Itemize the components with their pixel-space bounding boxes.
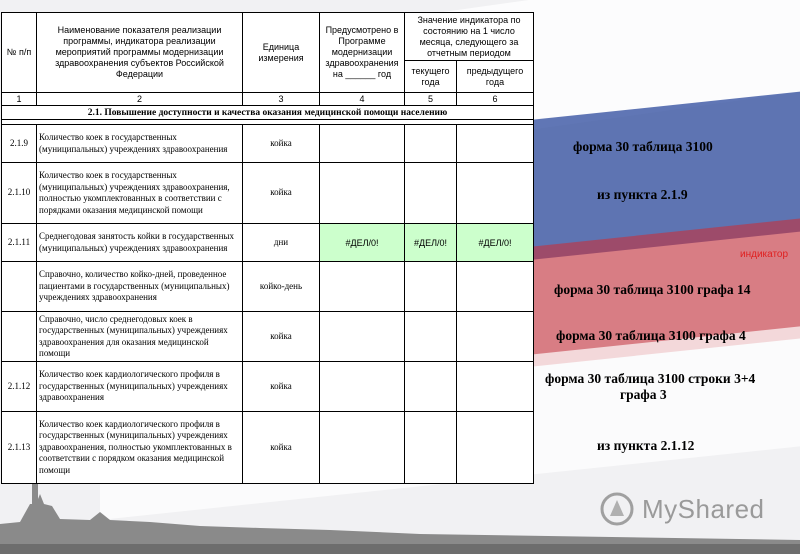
note-average-beds: форма 30 таблица 3100 графа 4: [556, 328, 746, 343]
row-planned-value[interactable]: [320, 312, 405, 362]
table-row: [2, 125, 534, 163]
row-indicator-name: Количество коек в государственных (муниципальных) учреждениях здравоохранения, полностью укомплектованных в соответствии с порядками оказания медицинской помощи: [37, 163, 243, 224]
col-number: 4: [320, 93, 405, 106]
row-unit: койка: [243, 362, 320, 412]
row-unit: койка: [243, 125, 320, 163]
row-number: 2.1.12: [2, 362, 37, 412]
row-unit: койка: [243, 412, 320, 484]
header-row: [2, 13, 534, 61]
header-indicator-value: Значение индикатора по состоянию на 1 число месяца, следующего за отчетным периодом: [405, 13, 534, 61]
row-indicator-name: Справочно, число среднегодовых коек в государственных (муниципальных) учреждениях здравоохранения для оказания медицинской помощи: [37, 312, 243, 362]
row-current-value[interactable]: [405, 262, 457, 312]
row-number: [2, 312, 37, 362]
table-row: [2, 224, 534, 262]
header-planned: Предусмотрено в Программе модернизации здравоохранения на ______ год: [320, 13, 405, 93]
row-current-value[interactable]: [405, 362, 457, 412]
row-previous-value[interactable]: [457, 262, 534, 312]
note-row-2-1-13: из пункта 2.1.12: [597, 438, 695, 453]
row-previous-value[interactable]: [457, 163, 534, 224]
note-row-2-1-9: форма 30 таблица 3100: [573, 139, 713, 154]
row-planned-value[interactable]: [320, 262, 405, 312]
table-row: [2, 163, 534, 224]
row-indicator-name: Количество коек в государственных (муниципальных) учреждениях здравоохранения: [37, 125, 243, 163]
header-unit: Единица измерения: [243, 13, 320, 93]
row-number: 2.1.10: [2, 163, 37, 224]
note-bed-days: форма 30 таблица 3100 графа 14: [554, 282, 751, 297]
row-previous-value[interactable]: [457, 362, 534, 412]
row-current-value[interactable]: [405, 312, 457, 362]
column-number-row: [2, 93, 534, 106]
logo-text: MyShared: [642, 494, 765, 524]
row-number: 2.1.9: [2, 125, 37, 163]
row-previous-value[interactable]: [457, 125, 534, 163]
note-row-2-1-10: из пункта 2.1.9: [597, 187, 688, 202]
row-previous-value[interactable]: [457, 312, 534, 362]
row-planned-value[interactable]: [320, 125, 405, 163]
table-row: [2, 262, 534, 312]
row-indicator-name: Количество коек кардиологического профиля в государственных (муниципальных) учреждениях здравоохранения: [37, 362, 243, 412]
row-previous-value[interactable]: [457, 412, 534, 484]
row-number: [2, 262, 37, 312]
row-unit: дни: [243, 224, 320, 262]
indicator-label: индикатор: [740, 249, 789, 260]
row-indicator-name: Количество коек кардиологического профиля в государственных (муниципальных) учреждениях здравоохранения, полностью укомплектованных в соответствии с порядком оказания медицинской помощи: [37, 412, 243, 484]
note-row-2-1-12-line1: форма 30 таблица 3100 строки 3+4: [545, 371, 756, 386]
row-current-value[interactable]: #ДЕЛ/0!: [405, 224, 457, 262]
col-number: 6: [457, 93, 534, 106]
section-title: 2.1. Повышение доступности и качества оказания медицинской помощи населению: [2, 106, 534, 120]
row-planned-value[interactable]: [320, 412, 405, 484]
col-number: 1: [2, 93, 37, 106]
row-unit: койко-день: [243, 262, 320, 312]
row-indicator-name: Среднегодовая занятость койки в государственных (муниципальных) учреждениях здравоохранения: [37, 224, 243, 262]
indicator-table: [1, 12, 534, 484]
row-current-value[interactable]: [405, 163, 457, 224]
row-indicator-name: Справочно, количество койко-дней, проведенное пациентами в государственных (муниципальных) учреждениях здравоохранения: [37, 262, 243, 312]
watermark-logo: [600, 490, 770, 530]
col-number: 3: [243, 93, 320, 106]
header-current-year: текущего года: [405, 61, 457, 93]
row-planned-value[interactable]: #ДЕЛ/0!: [320, 224, 405, 262]
col-number: 5: [405, 93, 457, 106]
row-previous-value[interactable]: #ДЕЛ/0!: [457, 224, 534, 262]
row-current-value[interactable]: [405, 412, 457, 484]
table-row: [2, 362, 534, 412]
row-planned-value[interactable]: [320, 362, 405, 412]
section-row: [2, 106, 534, 120]
row-unit: койка: [243, 163, 320, 224]
row-unit: койка: [243, 312, 320, 362]
header-indicator-name: Наименование показателя реализации программы, индикатора реализации мероприятий программы модернизации здравоохранения субъектов Российской Федерации: [37, 13, 243, 93]
row-planned-value[interactable]: [320, 163, 405, 224]
table-row: [2, 412, 534, 484]
table-row: [2, 312, 534, 362]
header-previous-year: предыдущего года: [457, 61, 534, 93]
col-number: 2: [37, 93, 243, 106]
header-number: № п/п: [2, 13, 37, 93]
row-number: 2.1.11: [2, 224, 37, 262]
logo-icon: [600, 492, 634, 526]
note-row-2-1-12-line2: графа 3: [620, 387, 667, 402]
row-current-value[interactable]: [405, 125, 457, 163]
row-number: 2.1.13: [2, 412, 37, 484]
